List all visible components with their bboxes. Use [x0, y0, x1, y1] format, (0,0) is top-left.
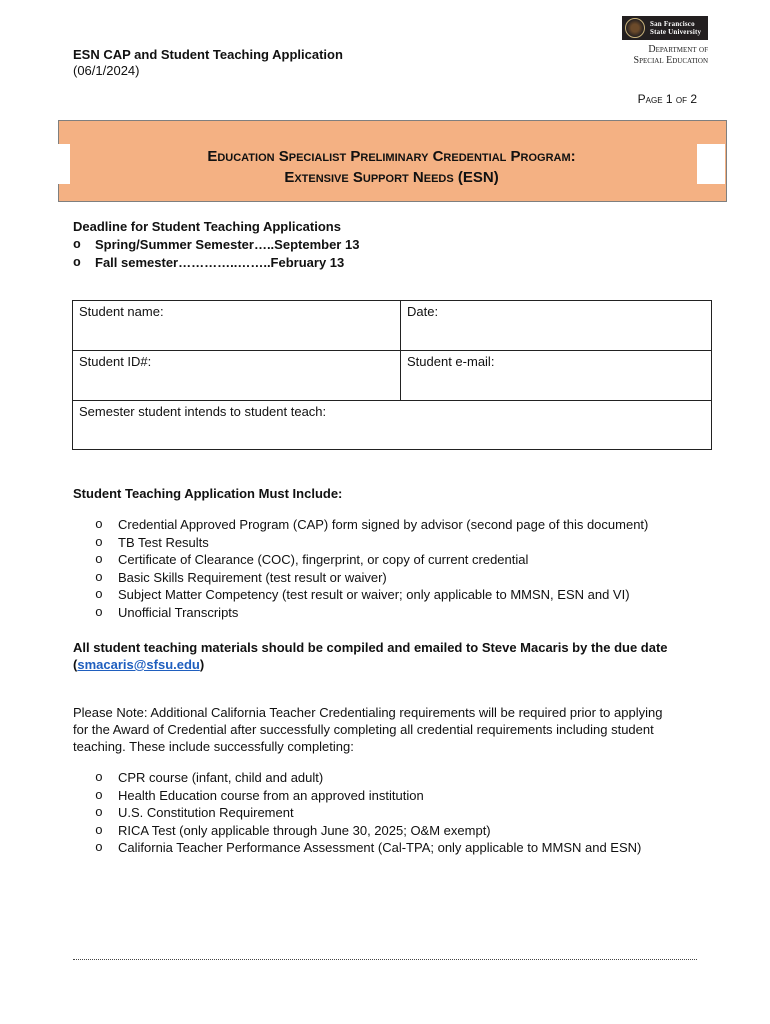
document-title: ESN CAP and Student Teaching Application	[73, 47, 343, 62]
student-name-label: Student name:	[79, 304, 164, 319]
list-item: o California Teacher Performance Assessment (Cal-TPA; only applicable to MMSN and ESN)	[95, 839, 641, 857]
department-name	[622, 44, 708, 66]
deadline-list	[73, 236, 359, 272]
logo-line1: San Francisco	[650, 20, 695, 28]
list-item: o Unofficial Transcripts	[95, 604, 648, 622]
semester-label: Semester student intends to student teach:	[79, 404, 327, 419]
student-email-label: Student e-mail:	[407, 354, 495, 369]
compile-note-text: All student teaching materials should be compiled and emailed to Steve Macaris by the due date (	[73, 640, 668, 672]
list-item: o Certificate of Clearance (COC), fingerprint, or copy of current credential	[95, 551, 648, 569]
must-include-heading: Student Teaching Application Must Include:	[73, 486, 343, 501]
deadline-item: o Fall semester…………..……..February 13	[73, 254, 359, 272]
list-item: o TB Test Results	[95, 534, 648, 552]
list-item: o Subject Matter Competency (test result or waiver; only applicable to MMSN, ESN and VI)	[95, 586, 648, 604]
student-email-field[interactable]	[401, 351, 711, 400]
email-link[interactable]: smacaris@sfsu.edu	[77, 657, 200, 672]
banner-line2: Extensive Support Needs (ESN)	[284, 169, 499, 186]
student-id-field[interactable]	[73, 351, 400, 400]
page-number: Page 1 of 2	[637, 92, 697, 106]
university-logo	[622, 16, 708, 66]
logo-line2: State University	[650, 28, 702, 36]
deadline-heading: Deadline for Student Teaching Applications	[73, 219, 341, 234]
logo-wordmark	[650, 20, 701, 36]
document-date: (06/1/2024)	[73, 63, 140, 78]
deadline-section	[73, 218, 359, 272]
semester-field[interactable]	[73, 401, 711, 449]
list-item: o Credential Approved Program (CAP) form signed by advisor (second page of this document)	[95, 516, 648, 534]
university-seal-icon	[625, 18, 645, 38]
list-item: o U.S. Constitution Requirement	[95, 804, 641, 822]
banner-title	[58, 146, 725, 188]
list-item: o CPR course (infant, child and adult)	[95, 769, 641, 787]
please-note-paragraph: Please Note: Additional California Teacher Credentialing requirements will be required prior to applying for the Award of Credential after successfully completing all credential requirements including student teaching. These include successfully completing:	[73, 705, 663, 754]
date-field[interactable]	[401, 301, 711, 350]
student-id-label: Student ID#:	[79, 354, 152, 369]
student-name-field[interactable]	[73, 301, 400, 350]
additional-requirements-list	[95, 769, 641, 857]
date-label: Date:	[407, 304, 439, 319]
logo-badge	[622, 16, 708, 40]
dept-line1: Department of	[648, 44, 708, 55]
compile-note	[73, 639, 693, 673]
dept-line2: Special Education	[633, 55, 708, 66]
list-item: o Health Education course from an approved institution	[95, 787, 641, 805]
banner-line1: Education Specialist Preliminary Credential Program:	[207, 148, 576, 165]
list-item: o RICA Test (only applicable through June 30, 2025; O&M exempt)	[95, 822, 641, 840]
compile-note-close: )	[199, 657, 205, 672]
student-info-form	[72, 300, 712, 450]
list-item: o Basic Skills Requirement (test result or waiver)	[95, 569, 648, 587]
footer-divider	[73, 959, 697, 960]
must-include-list	[95, 516, 648, 622]
deadline-item: o Spring/Summer Semester…..September 13	[73, 236, 359, 254]
